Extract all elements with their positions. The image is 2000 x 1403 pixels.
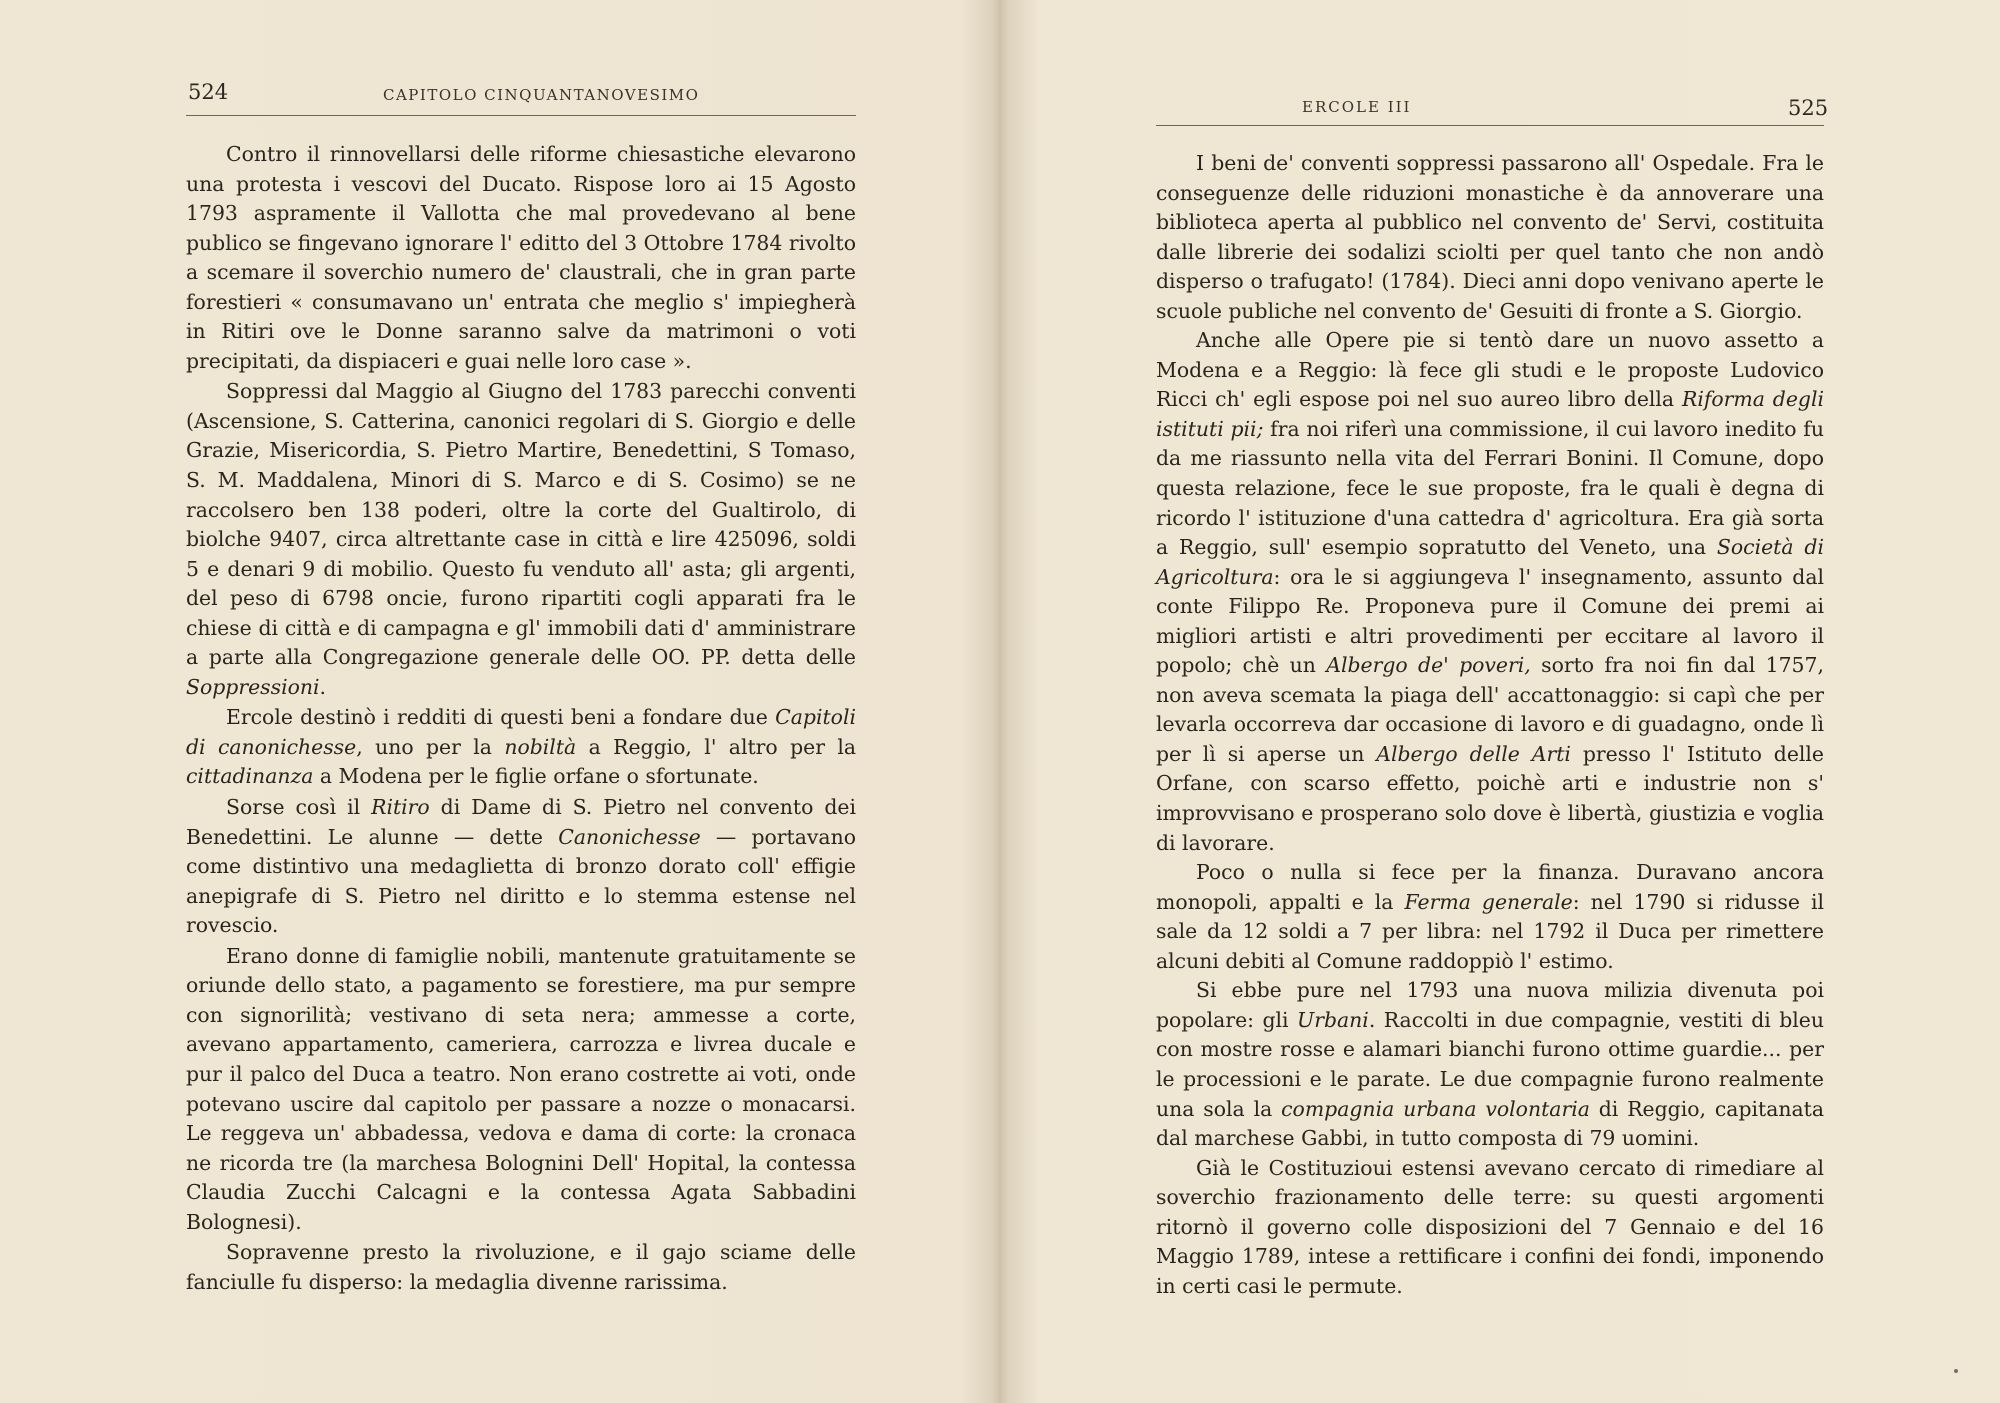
italic-term: Urbani: [1297, 1007, 1369, 1032]
header-rule: [186, 115, 856, 116]
italic-term: Canonichesse: [558, 824, 701, 849]
paragraph: Sopravenne presto la rivoluzione, e il gajo sciame delle fanciulle fu disperso: la medaglia divenne rarissima.: [186, 1240, 856, 1294]
italic-term: cittadinanza: [186, 764, 314, 789]
italic-term: Capitoli di canonichesse: [186, 705, 856, 759]
running-head: CAPITOLO CINQUANTANOVESIMO: [383, 86, 700, 104]
page-number: 525: [1788, 96, 1829, 120]
paragraph: Sorse così il Ritiro di Dame di S. Pietro nel convento dei Benedettini. Le alunne — dette Canonichesse — portavano come distintivo una medaglietta di bronzo dorato coll' effigie anepigrafe di S. Pietro nel diritto e lo stemma estense nel rovescio.: [186, 795, 856, 938]
header-rule: [1156, 125, 1824, 126]
paragraph: Erano donne di famiglie nobili, mantenute gratuitamente se oriunde dello stato, a pagamento se forestiere, ma pur sempre con signorilità; vestivano di seta nera; ammesse a corte, avevano appartamento, cameriera, carrozza e livrea ducale e pur il palco del Duca a teatro. Non erano costrette ai voti, onde potevano uscire dal capitolo per passare a nozze o monacarsi. Le reggeva un' abbadessa, vedova e dama di corte: la cronaca ne ricorda tre (la marchesa Bolognini Dell' Hopital, la contessa Claudia Zucchi Calcagni e la contessa Agata Sabbadini Bolognesi).: [186, 943, 856, 1234]
italic-term: Albergo de' poveri,: [1326, 653, 1531, 678]
paragraph: Contro il rinnovellarsi delle riforme chiesastiche elevarono una protesta i vescovi del Ducato. Rispose loro ai 15 Agosto 1793 aspramente il Vallotta che mal provedevano al bene publico se fingevano ignorare l' editto del 3 Ottobre 1784 rivolto a scemare il soverchio numero de' claustrali, che in gran parte forestieri « consumavano un' entrata che meglio s' impiegherà in Ritiri ove le Donne saranno salve da matrimoni o voti precipitati, da dispiaceri e guai nelle loro case ».: [186, 142, 856, 373]
italic-term: Soppressioni: [186, 674, 320, 699]
paragraph: Ercole destinò i redditi di questi beni a fondare due Capitoli di canonichesse, uno per la nobiltà a Reggio, l' altro per la cittadinanza a Modena per le figlie orfane o sfortunate.: [186, 705, 857, 789]
paragraph: Anche alle Opere pie si tentò dare un nuovo assetto a Modena e a Reggio: là fece gli studi e le proposte Ludovico Ricci ch' egli espose poi nel suo aureo libro della Riforma degli istituti pii; fra noi riferì una commissione, il cui lavoro inedito fu da me riassunto nella vita del Ferrari Bonini. Il Comune, dopo questa relazione, fece le sue proposte, fra le quali è degna di ricordo l' istituzione d'una cattedra d' agricoltura. Era già sorta a Reggio, sull' esempio sopratutto del Veneto, una Società di Agricoltura: ora le si aggiungeva l' insegnamento, assunto dal conte Filippo Re. Proponeva pure il Comune dei premi ai migliori artisti e altri provedimenti per eccitare al lavoro il popolo; chè un Albergo de' poveri, sorto fra noi fin dal 1757, non aveva scemata la piaga dell' accattonaggio: si capì che per levarla occorreva dar occasione di lavoro e di guadagno, onde lì per lì si aperse un Albergo delle Arti presso l' Istituto delle Orfane, con scarso effetto, poichè arti e industrie non s' improvvisano e prosperano solo dove è libertà, giustizia e voglia di lavorare.: [1156, 328, 1825, 855]
page-speck: [1954, 1369, 1958, 1373]
italic-term: compagnia urbana volontaria: [1281, 1096, 1590, 1121]
paragraph: Poco o nulla si fece per la finanza. Duravano ancora monopoli, appalti e la Ferma generale: nel 1790 si ridusse il sale da 12 soldi a 7 per libra: nel 1792 il Duca per rimettere alcuni debiti al Comune raddoppiò l' estimo.: [1156, 860, 1824, 973]
italic-term: Albergo delle Arti: [1376, 741, 1571, 766]
right-page: [1000, 0, 2000, 1403]
page-number: 524: [188, 80, 229, 104]
paragraph: Già le Costituzioui estensi avevano cercato di rimediare al soverchio frazionamento delle terre: su questi argomenti ritornò il governo colle disposizioni del 7 Gennaio e del 16 Maggio 1789, intese a rettificare i confini dei fondi, imponendo in certi casi le permute.: [1156, 1155, 1824, 1298]
running-head: ERCOLE III: [1302, 98, 1412, 116]
paragraph: Soppressi dal Maggio al Giugno del 1783 parecchi conventi (Ascensione, S. Catterina, canonici regolari di S. Giorgio e delle Grazie, Misericordia, S. Pietro Martire, Benedettini, S Tomaso, S. M. Maddalena, Minori di S. Marco e di S. Cosimo) se ne raccolsero ben 138 poderi, oltre la corte del Gualtirolo, di biolche 9407, circa altrettante case in città e lire 425096, soldi 5 e denari 9 di mobilio. Questo fu venduto all' asta; gli argenti, del peso di 6798 oncie, furono ripartiti cogli apparati fra le chiese di città e di campagna e gl' immobili dati d' amministrare a parte alla Congregazione generale delle OO. PP. detta delle Soppressioni.: [186, 379, 856, 699]
italic-term: Società di Agricoltura: [1156, 535, 1824, 589]
right-page-body: [1156, 149, 1824, 1301]
paragraph: I beni de' conventi soppressi passarono all' Ospedale. Fra le conseguenze delle riduzioni monastiche è da annoverare una biblioteca aperta al pubblico nel convento de' Servi, costituita dalle librerie dei sodalizi sciolti per quel tanto che non andò disperso o trafugato! (1784). Dieci anni dopo venivano aperte le scuole publiche nel convento de' Gesuiti di fronte a S. Giorgio.: [1156, 151, 1824, 323]
left-page-body: [186, 140, 856, 1298]
paragraph: Si ebbe pure nel 1793 una nuova milizia divenuta poi popolare: gli Urbani. Raccolti in due compagnie, vestiti di bleu con mostre rosse e alamari bianchi furono ottime guardie... per le processioni e le parate. Le due compagnie furono realmente una sola la compagnia urbana volontaria di Reggio, capitanata dal marchese Gabbi, in tutto composta di 79 uomini.: [1156, 978, 1825, 1151]
italic-term: Ferma generale: [1404, 889, 1573, 914]
italic-term: Ritiro: [371, 795, 430, 820]
italic-term: Riforma degli istituti pii;: [1156, 387, 1824, 441]
italic-term: nobiltà: [504, 734, 577, 759]
